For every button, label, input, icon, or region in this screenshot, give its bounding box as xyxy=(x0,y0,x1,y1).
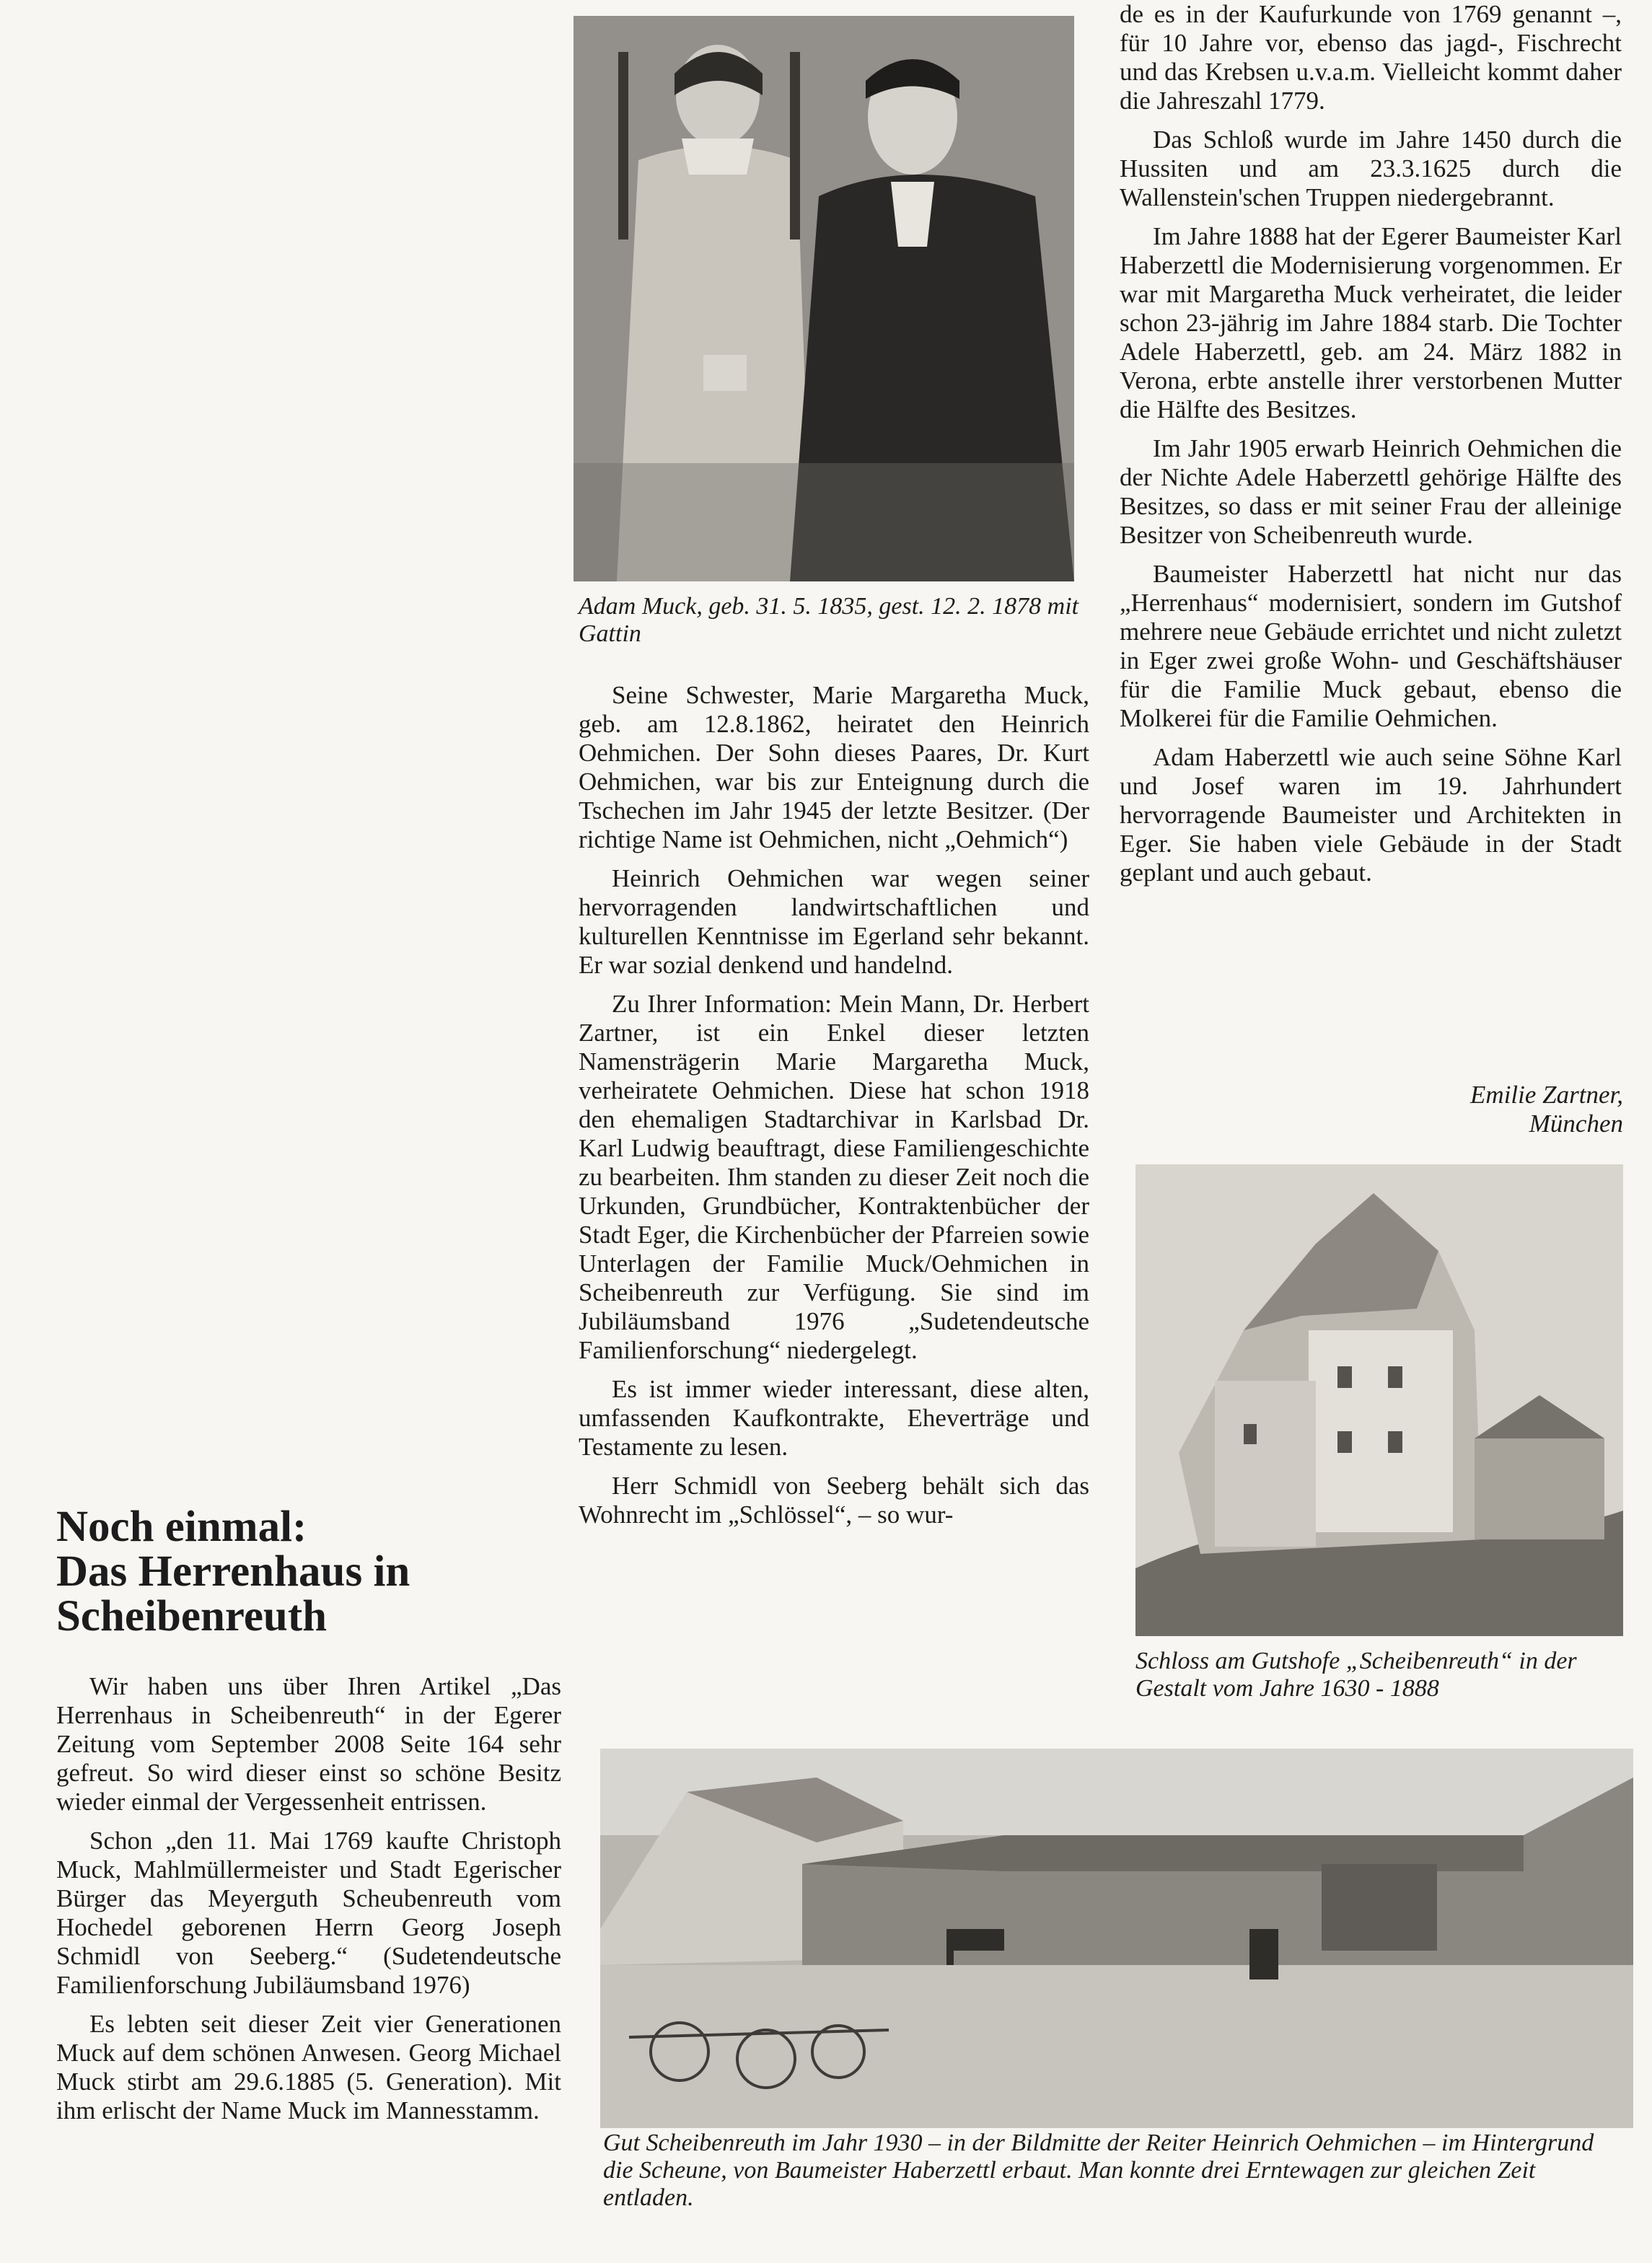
paragraph: Wir haben uns über Ihren Artikel „Das Herrenhaus in Scheibenreuth“ in der Egerer Zeitung vom September 2008 Seite 164 sehr gefreut. So wird dieser einst so schöne Besitz wieder einmal der Vergessenheit entrissen. xyxy=(56,1672,561,1816)
courtyard-caption: Gut Scheibenreuth im Jahr 1930 – in der Bildmitte der Reiter Heinrich Oehmichen – im Hintergrund die Scheune, von Baumeister Haberzettl erbaut. Man konnte drei Erntewagen zur gleichen Zeit entladen. xyxy=(603,2130,1594,2211)
courtyard-photo-1930 xyxy=(600,1749,1633,2128)
paragraph: Im Jahr 1905 erwarb Heinrich Oehmichen die der Nichte Adele Haberzettl gehörige Hälfte des Besitzes, so dass er mit seiner Frau der alleinige Besitzer von Scheibenreuth wurde. xyxy=(1120,434,1622,549)
paragraph: Seine Schwester, Marie Margaretha Muck, geb. am 12.8.1862, heiratet den Heinrich Oehmichen. Der Sohn dieses Paares, Dr. Kurt Oehmichen, war bis zur Enteignung durch die Tschechen im Jahr 1945 der letzte Besitzer. (Der richtige Name ist Oehmichen, nicht „Oehmich“) xyxy=(579,681,1089,853)
paragraph: Es lebten seit dieser Zeit vier Generationen Muck auf dem schönen Anwesen. Georg Michael Muck stirbt am 29.6.1885 (5. Generation). Mit ihm erlischt der Name Muck im Mannesstamm. xyxy=(56,2010,561,2124)
article-column-2 xyxy=(579,681,1089,1539)
portrait-photo-couple xyxy=(574,16,1074,581)
article-headline xyxy=(56,1505,554,1639)
paragraph: Herr Schmidl von Seeberg behält sich das Wohnrecht im „Schlössel“, – so wur- xyxy=(579,1472,1089,1529)
paragraph: Adam Haberzettl wie auch seine Söhne Karl und Josef waren im 19. Jahrhundert hervorragende Baumeister und Architekten in Eger. Sie haben viele Gebäude in der Stadt geplant und auch gebaut. xyxy=(1120,743,1622,887)
author-name: Emilie Zartner, xyxy=(1470,1081,1623,1109)
author-city: München xyxy=(1529,1109,1623,1138)
paragraph: Zu Ihrer Information: Mein Mann, Dr. Herbert Zartner, ist ein Enkel dieser letzten Namensträgerin Marie Margaretha Muck, verheiratete Oehmichen. Diese hat schon 1918 den ehemaligen Stadtarchivar in Karlsbad Dr. Karl Ludwig beauftragt, diese Familiengeschichte zu bearbeiten. Ihm standen zu dieser Zeit noch die Urkunden, Grundbücher, Kontraktenbücher der Stadt Eger, die Kirchenbücher der Pfarreien sowie Unterlagen der Familie Muck/Oehmichen in Scheibenreuth zur Verfügung. Sie sind im Jubiläumsband 1976 „Sudetendeutsche Familienforschung“ niedergelegt. xyxy=(579,990,1089,1364)
portrait-caption: Adam Muck, geb. 31. 5. 1835, gest. 12. 2. 1878 mit Gattin xyxy=(579,593,1079,647)
castle-drawing xyxy=(1135,1164,1623,1636)
headline-line-3: Scheibenreuth xyxy=(56,1592,328,1640)
paragraph-continued: de es in der Kaufurkunde von 1769 genannt –, für 10 Jahre vor, ebenso das jagd-, Fischrecht und das Krebsen u.v.a.m. Vielleicht kommt daher die Jahreszahl 1779. xyxy=(1120,0,1622,115)
author-signature xyxy=(1356,1081,1623,1138)
paragraph: Baumeister Haberzettl hat nicht nur das „Herrenhaus“ modernisiert, sondern im Gutshof mehrere neue Gebäude errichtet und nicht zuletzt in Eger zwei große Wohn- und Geschäftshäuser für die Familie Muck gebaut, ebenso die Molkerei für die Familie Oehmichen. xyxy=(1120,560,1622,732)
paragraph: Schon „den 11. Mai 1769 kaufte Christoph Muck, Mahlmüllermeister und Stadt Egerischer Bürger das Meyerguth Scheubenreuth vom Hochedel geborenen Herrn Georg Joseph Schmidl von Seeberg.“ (Sudetendeutsche Familienforschung Jubiläumsband 1976) xyxy=(56,1827,561,1999)
headline-line-2: Das Herrenhaus in xyxy=(56,1547,410,1596)
article-column-1 xyxy=(56,1672,561,2135)
headline-line-1: Noch einmal: xyxy=(56,1503,307,1551)
paragraph: Heinrich Oehmichen war wegen seiner hervorragenden landwirtschaftlichen und kulturellen Kenntnisse im Egerland sehr bekannt. Er war sozial denkend und handelnd. xyxy=(579,864,1089,979)
article-column-3 xyxy=(1120,0,1622,897)
paragraph: Das Schloß wurde im Jahre 1450 durch die Hussiten und am 23.3.1625 durch die Wallenstein'schen Truppen niedergebrannt. xyxy=(1120,126,1622,211)
paragraph: Es ist immer wieder interessant, diese alten, umfassenden Kaufkontrakte, Eheverträge und Testamente zu lesen. xyxy=(579,1375,1089,1461)
castle-caption: Schloss am Gutshofe „Scheibenreuth“ in der Gestalt vom Jahre 1630 - 1888 xyxy=(1135,1648,1577,1702)
paragraph: Im Jahre 1888 hat der Egerer Baumeister Karl Haberzettl die Modernisierung vorgenommen. Er war mit Margaretha Muck verheiratet, die leider schon 23-jährig im Jahre 1884 starb. Die Tochter Adele Haberzettl, geb. am 24. März 1882 in Verona, erbte anstelle ihrer verstorbenen Mutter die Hälfte des Besitzes. xyxy=(1120,222,1622,423)
